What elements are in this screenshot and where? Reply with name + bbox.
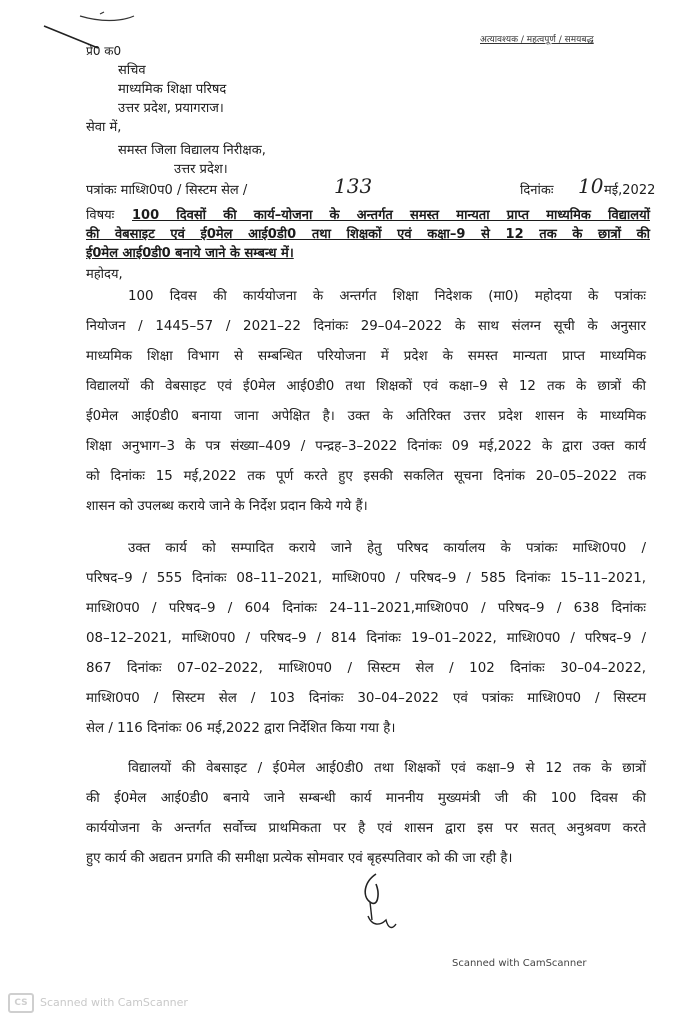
subject-line-1: 100 दिवसों की कार्य–योजना के अन्तर्गत समस्त मान्यता प्राप्त माध्यमिक विद्यालयों [132, 208, 650, 223]
date-day: 10 [578, 174, 604, 198]
from-location: उत्तर प्रदेश, प्रयागराज। [118, 101, 224, 116]
para1-line: शिक्षा अनुभाग–3 के पत्र संख्या–409 / पन्द्रह–3–2022 दिनांकः 09 मई,2022 के द्वारा उक्त कार्य [86, 439, 646, 454]
para1-line: 100 दिवस की कार्ययोजना के अन्तर्गत शिक्षा निदेशक (मा0) महोदया के पत्रांकः [128, 289, 646, 304]
reference-number: 133 [334, 174, 373, 198]
para2-line: परिषद–9 / 555 दिनांकः 08–11–2021, माध्शि0प0 / परिषद–9 / 585 दिनांकः 15–11–2021, [86, 571, 646, 586]
para3-line: कार्ययोजना के अन्तर्गत सर्वोच्च प्राथमिकता पर है एवं शासन द्वारा इस पर सतत् अनुश्रवण करते [86, 821, 646, 836]
date-label: दिनांकः [520, 183, 554, 198]
para2-line: माध्शि0प0 / परिषद–9 / 604 दिनांकः 24–11–2021,माध्शि0प0 / परिषद–9 / 638 दिनांकः [86, 601, 646, 616]
para2-line: 867 दिनांकः 07–02–2022, माध्शि0प0 / सिस्टम सेल / 102 दिनांकः 30–04–2022, [86, 661, 646, 676]
para1-line: को दिनांकः 15 मई,2022 तक पूर्ण करते हुए इसकी सकलित सूचना दिनांक 20–05–2022 तक [86, 469, 646, 484]
camscanner-logo-icon: CS [8, 993, 34, 1013]
para2-line: माध्शि0प0 / सिस्टम सेल / 103 दिनांकः 30–04–2022 एवं पत्रांकः माध्शि0प0 / सिस्टम [86, 691, 646, 706]
faded-footer-text: Scanned with CamScanner [40, 996, 188, 1009]
to-recipient: समस्त जिला विद्यालय निरीक्षक, [118, 143, 266, 158]
subject-label: विषयः [86, 208, 115, 223]
from-office: माध्यमिक शिक्षा परिषद [118, 82, 227, 97]
para1-line: शासन को उपलब्ध कराये जाने के निर्देश प्रदान किये गये हैं। [86, 499, 368, 514]
para2-line: 08–12–2021, माध्शि0प0 / परिषद–9 / 814 दिनांकः 19–01–2022, माध्शि0प0 / परिषद–9 / [86, 631, 646, 646]
para2-line: उक्त कार्य को सम्पादित कराये जाने हेतु परिषद कार्यालय के पत्रांकः माध्शि0प0 / [128, 541, 646, 556]
para3-line: हुए कार्य की अद्यतन प्रगति की समीक्षा प्रत्येक सोमवार एवं बृहस्पतिवार को की जा रही है। [86, 851, 513, 866]
para3-line: की ई0मेल आई0डी0 बनाये जाने सम्बन्धी कार्य माननीय मुख्यमंत्री जी की 100 दिवस की [86, 791, 646, 806]
para1-line: विद्यालयों की वेबसाइट एवं ई0मेल आई0डी0 तथा शिक्षकों एवं कक्षा–9 से 12 तक के छात्रों की [86, 379, 646, 394]
para1-line: नियोजन / 1445–57 / 2021–22 दिनांकः 29–04–2022 के साथ संलग्न सूची के अनुसार [86, 319, 646, 334]
hand-note: प्रे0 क0 [86, 44, 122, 58]
date-rest: मई,2022 [604, 183, 656, 198]
reference-label: पत्रांकः माध्शि0प0 / सिस्टम सेल / [86, 183, 248, 198]
scanned-with-label: Scanned with CamScanner [452, 958, 587, 969]
subject-line-3: ई0मेल आई0डी0 बनाये जाने के सम्बन्ध में। [86, 246, 294, 261]
to-location: उत्तर प्रदेश। [174, 162, 228, 177]
to-label: सेवा में, [86, 120, 122, 135]
signature-icon [350, 868, 410, 940]
para1-line: माध्यमिक शिक्षा विभाग से सम्बन्धित परियोजना में प्रदेश के समस्त मान्यता प्राप्त माध्यमिक [86, 349, 646, 364]
para2-line: सेल / 116 दिनांकः 06 मई,2022 द्वारा निर्देशित किया गया है। [86, 721, 396, 736]
subject-line-2: की वेबसाइट एवं ई0मेल आई0डी0 तथा शिक्षकों एवं कक्षा–9 से 12 तक के छात्रों की [86, 227, 650, 242]
para1-line: ई0मेल आई0डी0 बनाया जाना अपेक्षित है। उक्त के अतिरिक्त उत्तर प्रदेश शासन के माध्यमिक [86, 409, 646, 424]
para3-line: विद्यालयों की वेबसाइट / ई0मेल आई0डी0 तथा शिक्षकों एवं कक्षा–9 से 12 तक के छात्रों [128, 761, 646, 776]
salutation: महोदय, [86, 267, 123, 282]
from-designation: सचिव [118, 63, 146, 78]
urgency-stamp: अत्यावश्यक / महत्वपूर्ण / समयबद्ध [480, 35, 594, 45]
